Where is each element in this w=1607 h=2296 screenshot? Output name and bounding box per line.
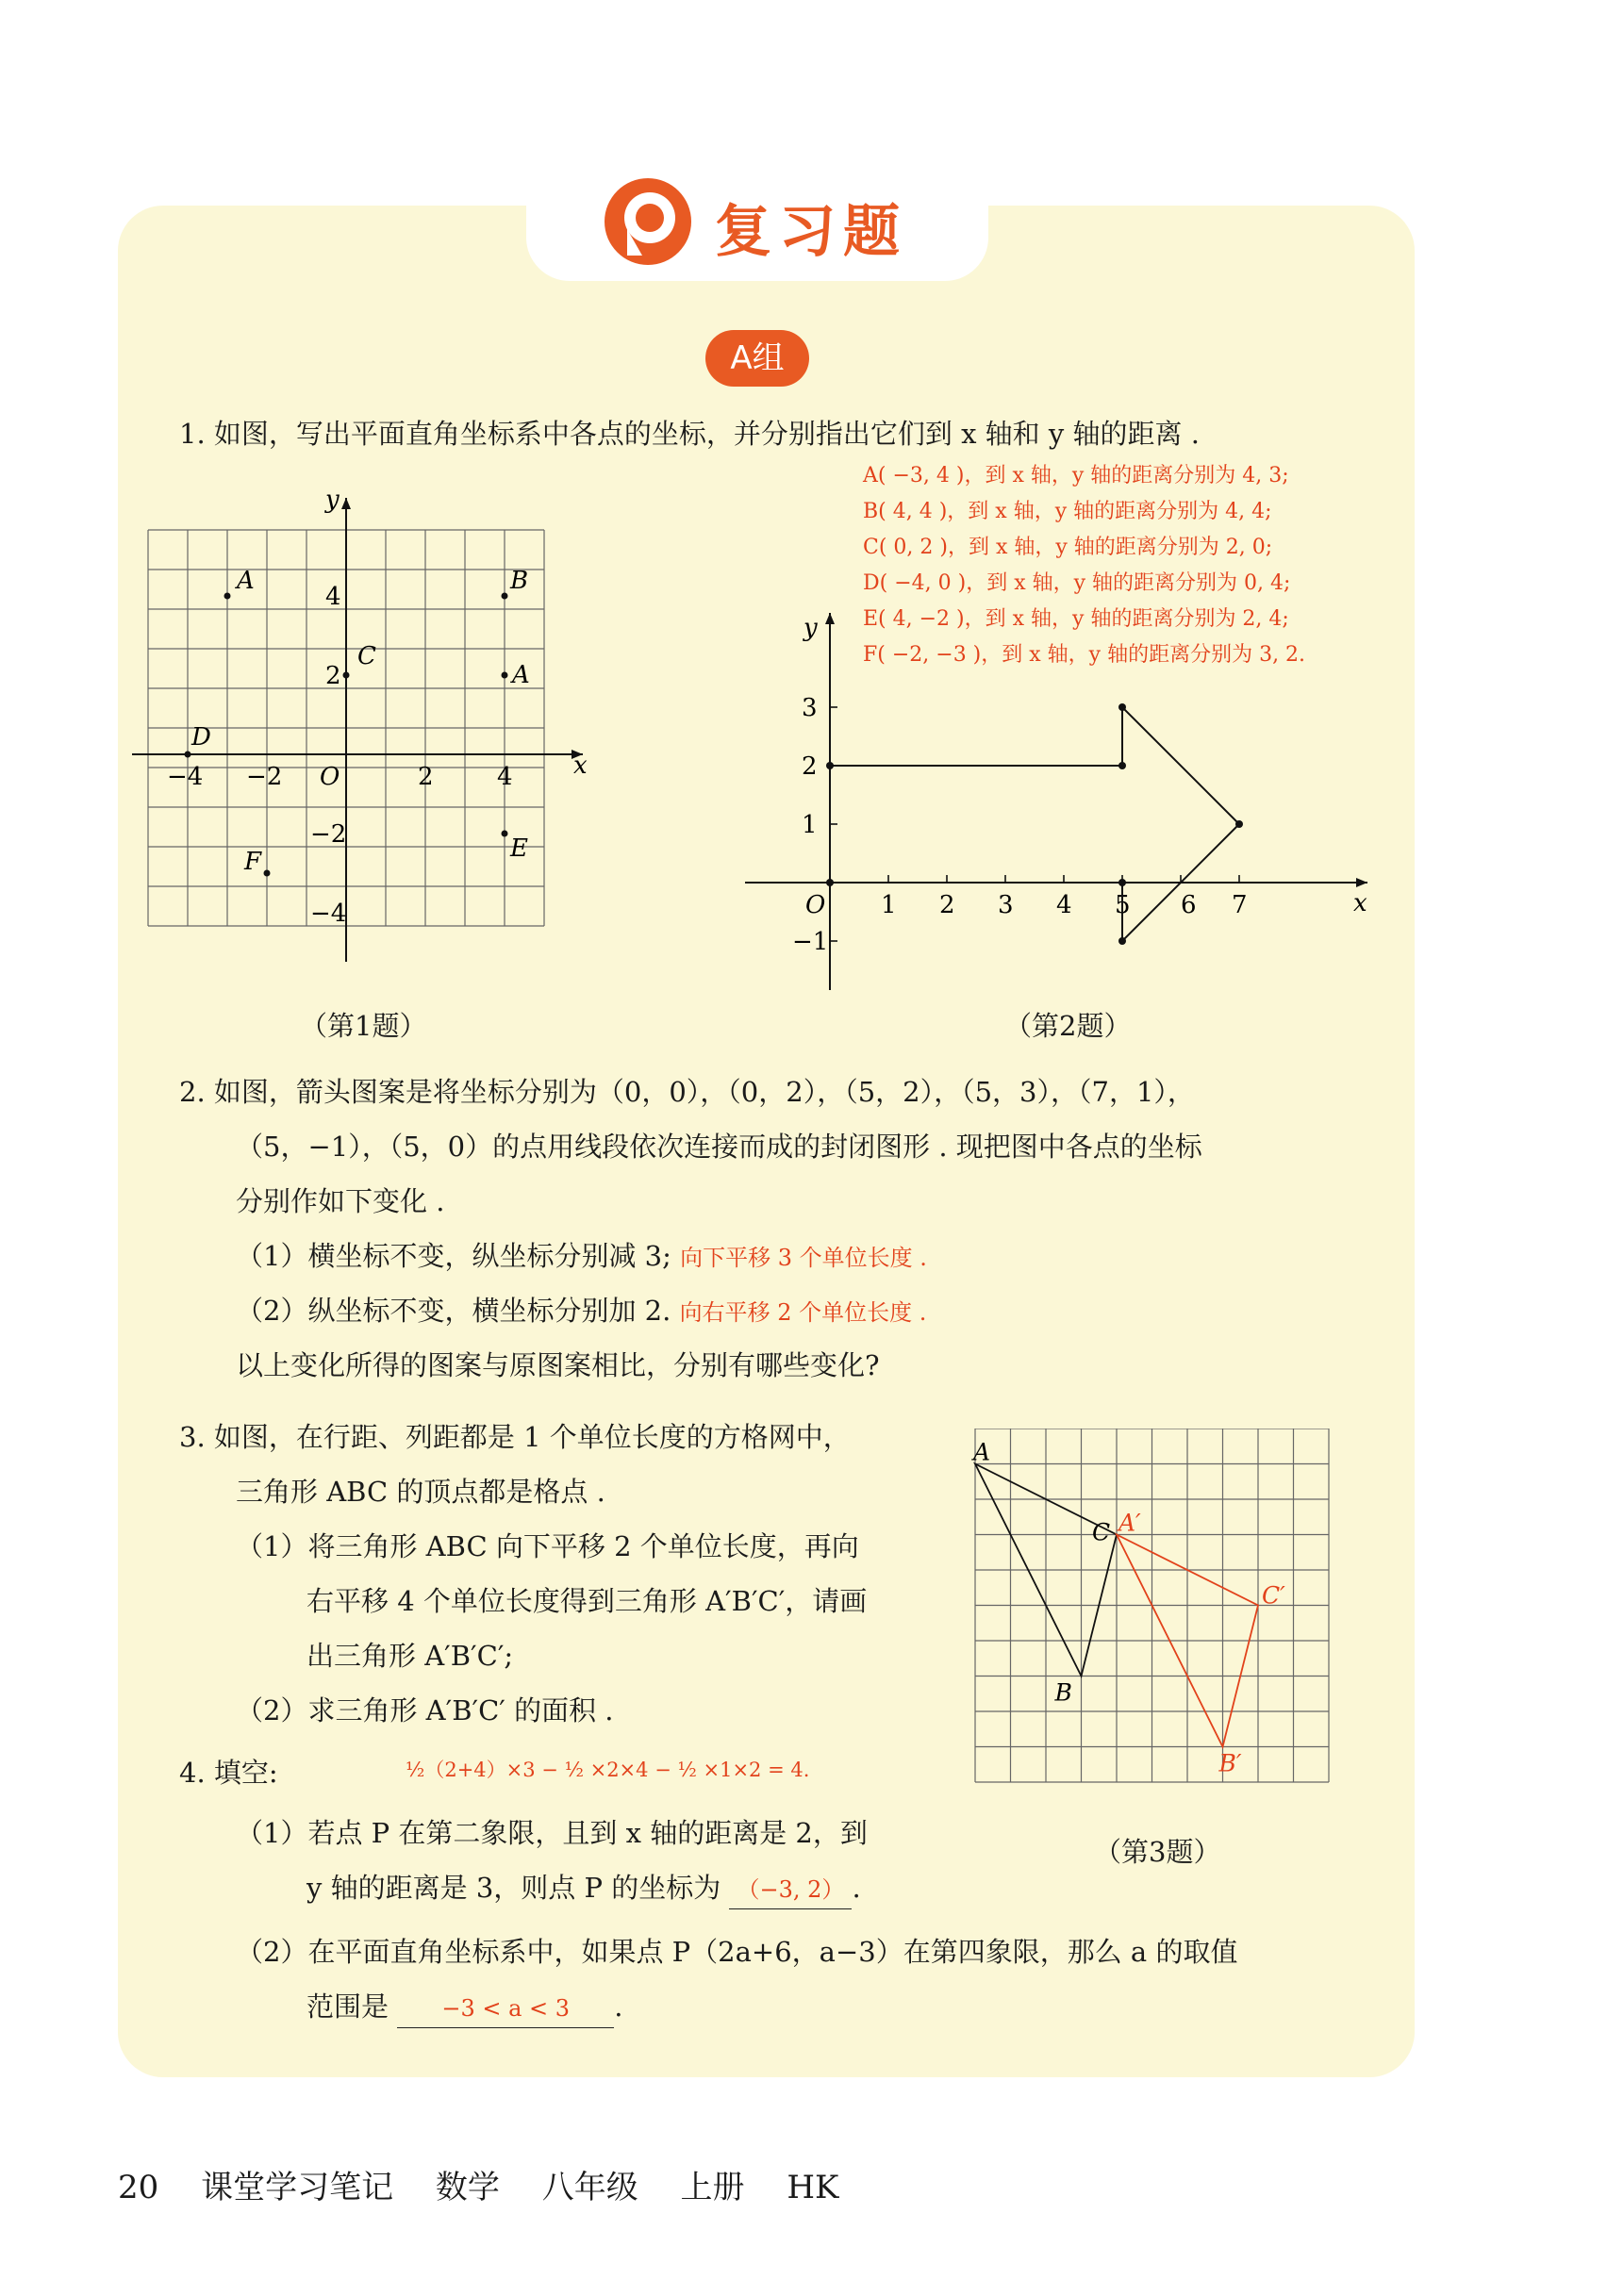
page-title: 复习题: [715, 199, 907, 265]
x-tick-label: 7: [1232, 891, 1248, 919]
page-footer: [118, 2161, 870, 2207]
q2-sub-1-text: （1）横坐标不变，纵坐标分别减 3;: [236, 1240, 671, 1272]
point-label: B: [510, 567, 529, 595]
q3-sub-1-a: （1）将三角形 ABC 向下平移 2 个单位长度，再向: [236, 1530, 859, 1562]
y-tick-label: −4: [310, 900, 347, 928]
vertex-point: [826, 879, 834, 886]
x-tick-label: 6: [1181, 891, 1197, 919]
x-axis-label: x: [573, 752, 588, 780]
x-tick-label: 2: [939, 891, 955, 919]
point-f: [264, 870, 271, 877]
x-tick-label: 4: [497, 763, 513, 791]
q1-answer-4: D( −4, 0 )，到 x 轴，y 轴的距离分别为 0, 4;: [863, 571, 1291, 595]
q3-area-answer: ½（2+4）×3 − ½ ×2×4 − ½ ×1×2 = 4.: [406, 1759, 810, 1781]
vertex-point: [1118, 762, 1126, 769]
point-label: E: [510, 834, 528, 863]
x-tick-label: 3: [998, 891, 1014, 919]
review-logo-icon: [601, 174, 695, 269]
y-axis-label: y: [325, 490, 340, 514]
q3-sub-1-c: 出三角形 A′B′C′;: [306, 1640, 514, 1672]
q4-sub-1-a: （1）若点 P 在第二象限，且到 x 轴的距离是 2，到: [236, 1817, 868, 1849]
q2-line-3: 分别作如下变化 .: [236, 1185, 445, 1217]
x-axis-label: x: [1353, 889, 1367, 917]
q1-answer-1: A( −3, 4 )，到 x 轴，y 轴的距离分别为 4, 3;: [863, 464, 1289, 487]
q2-line-2: （5，−1），（5，0）的点用线段依次连接而成的封闭图形 . 现把图中各点的坐标: [236, 1131, 1202, 1163]
figure-3-caption: （第3题）: [1094, 1836, 1221, 1868]
q2-line-1: 2. 如图，箭头图案是将坐标分别为（0，0），（0，2），（5，2），（5，3），（7，1），: [179, 1076, 1195, 1108]
vertex-point: [1118, 703, 1126, 711]
q2-sub-2-answer: 向右平移 2 个单位长度 .: [679, 1299, 927, 1326]
q2-sub-2: [236, 1292, 926, 1331]
x-axis-arrow: [1356, 878, 1367, 887]
label-a-prime: A′: [1118, 1509, 1141, 1537]
figure-1-coordinate-grid: [132, 490, 604, 981]
q4-heading: 4. 填空:: [179, 1757, 278, 1789]
y-tick-label: −1: [792, 928, 829, 956]
q1-answer-2: B( 4, 4 )，到 x 轴，y 轴的距离分别为 4, 4;: [863, 500, 1272, 523]
figure-3-triangle-grid: [971, 1429, 1349, 1806]
q4-sub-2-a: （2）在平面直角坐标系中，如果点 P（2a+6，a−3）在第四象限，那么 a 的取值: [236, 1936, 1238, 1968]
q2-sub-1-answer: 向下平移 3 个单位长度 .: [680, 1245, 927, 1271]
q2-sub-1: [236, 1237, 927, 1277]
point-label: A: [512, 661, 530, 689]
q2-line-4: 以上变化所得的图案与原图案相比，分别有哪些变化?: [236, 1349, 880, 1381]
page-number: 20: [118, 2169, 159, 2206]
point-a: [224, 593, 231, 600]
point-label: F: [244, 848, 262, 876]
y-axis-arrow: [341, 498, 351, 509]
label-b: B: [1054, 1678, 1072, 1707]
origin-label: O: [805, 891, 826, 919]
grade: 八年级: [541, 2169, 638, 2206]
q4-sub-2-text: 范围是: [306, 1990, 389, 2023]
q1-text: 1. 如图，写出平面直角坐标系中各点的坐标，并分别指出它们到 x 轴和 y 轴的距离 .: [179, 418, 1200, 450]
volume: 上册: [680, 2169, 745, 2206]
book-name: 课堂学习笔记: [201, 2169, 394, 2206]
y-tick-label: 2: [802, 752, 818, 781]
subject: 数学: [435, 2169, 500, 2206]
figure-2-arrow-graph: [736, 603, 1386, 999]
point-d: [185, 752, 191, 758]
q4-sub-1-text: y 轴的距离是 3，则点 P 的坐标为: [306, 1872, 721, 1904]
figure-1-caption: （第1题）: [300, 1010, 427, 1042]
label-b-prime: B′: [1218, 1749, 1242, 1777]
q4-sub-2-b: 范围是 −3 < a < 3 .: [306, 1988, 622, 2028]
y-tick-label: 2: [325, 662, 341, 690]
y-tick-label: 4: [325, 583, 341, 611]
vertex-point: [1235, 820, 1243, 828]
label-c-prime: C′: [1262, 1581, 1285, 1610]
q4-sub-2-answer-blank: −3 < a < 3: [397, 1990, 614, 2028]
x-tick-label: 1: [881, 891, 897, 919]
y-tick-label: 1: [802, 811, 818, 839]
q3-sub-1-b: 右平移 4 个单位长度得到三角形 A′B′C′，请画: [306, 1585, 868, 1617]
x-tick-label: 5: [1115, 891, 1131, 919]
q1-answer-5: E( 4, −2 )，到 x 轴，y 轴的距离分别为 2, 4;: [863, 607, 1289, 631]
label-c: C: [1092, 1518, 1111, 1546]
point-a: [502, 672, 508, 679]
x-tick-label: O: [320, 763, 340, 791]
vertex-point: [826, 762, 834, 769]
point-label: A: [237, 567, 255, 595]
edition: HK: [787, 2169, 839, 2206]
vertex-point: [1118, 879, 1126, 886]
q3-sub-2: （2）求三角形 A′B′C′ 的面积 .: [236, 1694, 614, 1726]
q3-line-1: 3. 如图，在行距、列距都是 1 个单位长度的方格网中，: [179, 1421, 851, 1453]
point-b: [502, 593, 508, 600]
point-label: D: [191, 723, 211, 752]
point-c: [343, 672, 350, 679]
y-tick-label: −2: [310, 820, 347, 849]
label-a: A: [973, 1438, 991, 1466]
point-e: [502, 831, 508, 837]
y-axis-label: y: [804, 614, 818, 642]
x-tick-label: 4: [1056, 891, 1072, 919]
group-badge: A组: [705, 330, 809, 387]
vertex-point: [1118, 937, 1126, 945]
x-tick-label: −4: [167, 763, 204, 791]
x-tick-label: 2: [418, 763, 434, 791]
q3-line-2: 三角形 ABC 的顶点都是格点 .: [236, 1476, 605, 1508]
q2-sub-2-text: （2）纵坐标不变，横坐标分别加 2.: [236, 1295, 671, 1327]
y-axis-arrow: [825, 613, 835, 624]
q1-answer-6: F( −2, −3 )，到 x 轴，y 轴的距离分别为 3, 2.: [863, 643, 1306, 667]
q4-sub-1-b: y 轴的距离是 3，则点 P 的坐标为 （−3, 2） .: [306, 1869, 861, 1909]
x-tick-label: −2: [246, 763, 283, 791]
y-tick-label: 3: [802, 694, 818, 722]
q1-answer-3: C( 0, 2 )，到 x 轴，y 轴的距离分别为 2, 0;: [863, 536, 1273, 559]
q4-sub-1-answer-blank: （−3, 2）: [729, 1871, 852, 1909]
point-label: C: [357, 642, 376, 670]
figure-2-caption: （第2题）: [1004, 1010, 1132, 1042]
